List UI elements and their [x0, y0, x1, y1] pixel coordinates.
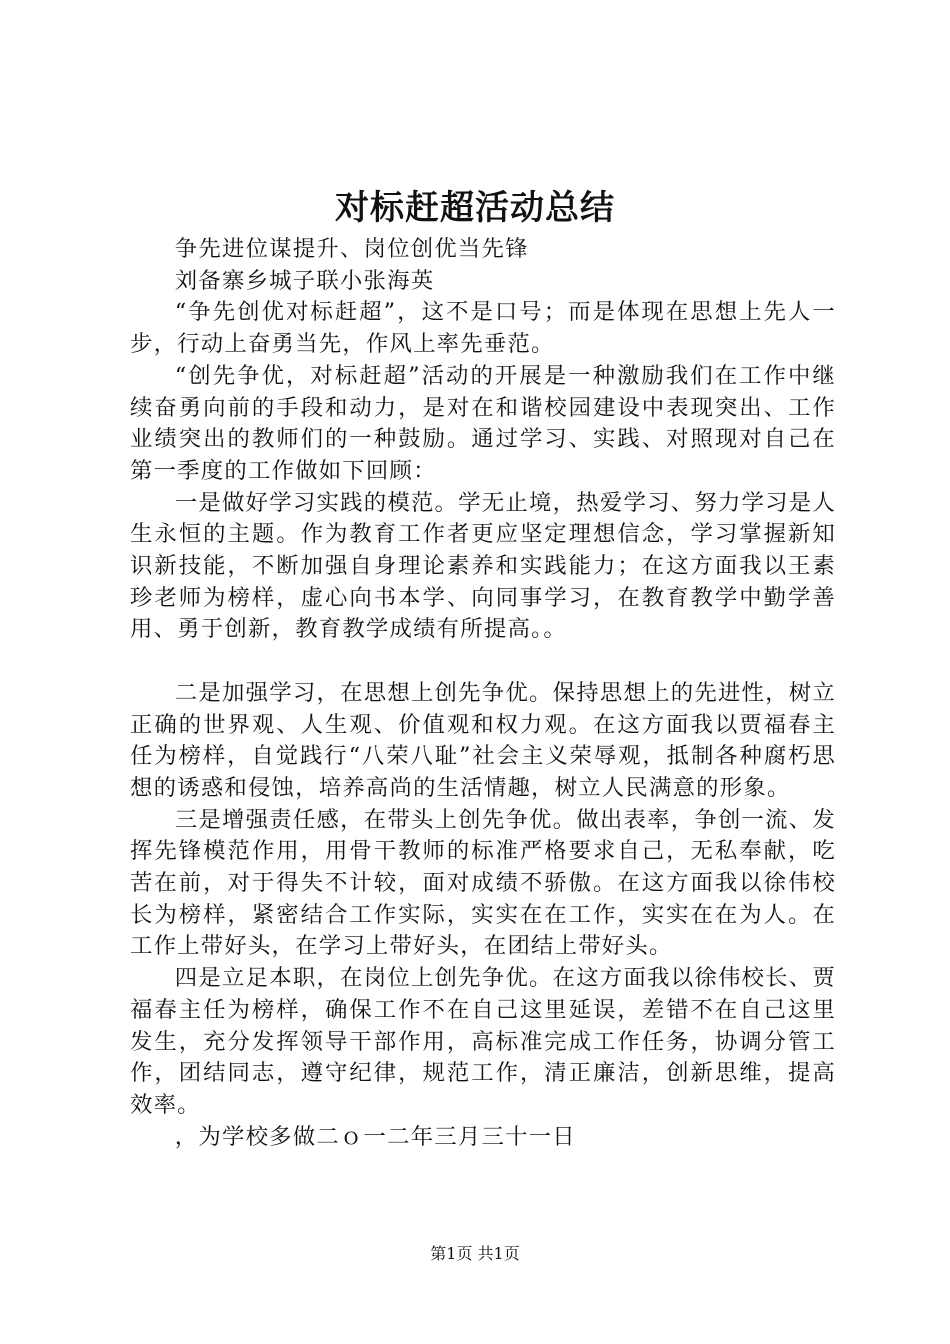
- paragraph-point-two: 二是加强学习，在思想上创先争优。保持思想上的先进性，树立正确的世界观、人生观、价值观和权力观。在这方面我以贾福春主任为榜样，自觉践行“八荣八耻”社会主义荣辱观，抵制各种腐朽思想的诱惑和侵蚀，培养高尚的生活情趣，树立人民满意的形象。: [130, 679, 836, 801]
- paragraph-point-four: 四是立足本职，在岗位上创先争优。在这方面我以徐伟校长、贾福春主任为榜样，确保工作不在自己这里延误，差错不在自己这里发生，充分发挥领导干部作用，高标准完成工作任务，协调分管工作，团结同志，遵守纪律，规范工作，清正廉洁，创新思维，提高效率。: [130, 965, 836, 1118]
- closing-date-line: ，为学校多做二ｏ一二年三月三十一日: [174, 1123, 576, 1150]
- author-line: 刘备寨乡城子联小张海英: [174, 267, 435, 294]
- paragraph-intro: “争先创优对标赶超”，这不是口号；而是体现在思想上先人一步，行动上奋勇当先，作风上率先垂范。: [130, 299, 836, 358]
- paragraph-point-one: 一是做好学习实践的模范。学无止境，热爱学习、努力学习是人生永恒的主题。作为教育工作者更应坚定理想信念，学习掌握新知识新技能，不断加强自身理论素养和实践能力；在这方面我以王素珍老师为榜样，虚心向书本学、向同事学习，在教育教学中勤学善用、勇于创新，教育教学成绩有所提高。。: [130, 489, 836, 643]
- document-body: [130, 234, 836, 1153]
- paragraph-point-three: 三是增强责任感，在带头上创先争优。做出表率，争创一流、发挥先锋模范作用，用骨干教师的标准严格要求自己，无私奉献，吃苦在前，对于得失不计较，面对成绩不骄傲。在这方面我以徐伟校长为榜样，紧密结合工作实际，实实在在工作，实实在在为人。在工作上带好头，在学习上带好头，在团结上带好头。: [130, 806, 836, 960]
- subtitle-line: 争先进位谋提升、岗位创优当先锋: [174, 236, 529, 262]
- document-title: 对标赶超活动总结: [335, 188, 615, 228]
- paragraph-activity: “创先争优，对标赶超”活动的开展是一种激励我们在工作中继续奋勇向前的手段和动力，是对在和谐校园建设中表现突出、工作业绩突出的教师们的一种鼓励。通过学习、实践、对照现对自己在第一季度的工作做如下回顾：: [130, 362, 836, 484]
- page-number-footer: 第1页 共1页: [430, 1244, 520, 1263]
